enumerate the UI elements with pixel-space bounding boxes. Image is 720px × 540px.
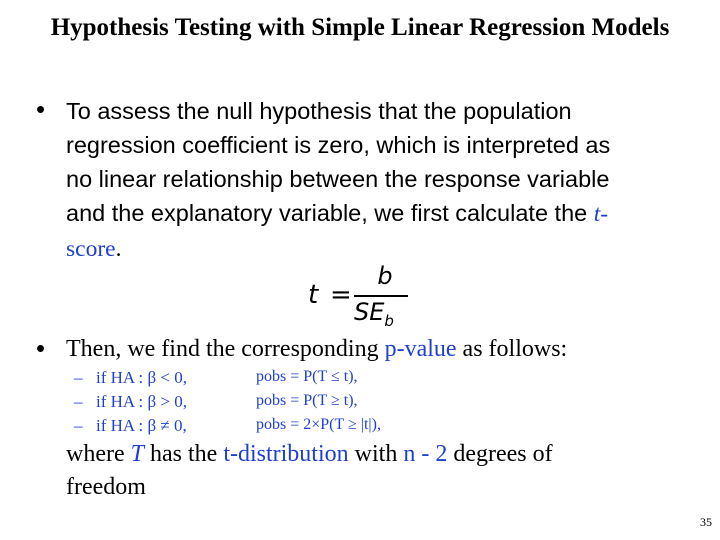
n-minus-2-term: n - 2	[403, 441, 448, 467]
bullet-1-line: To assess the null hypothesis that the population	[66, 98, 572, 124]
bullet-1-line	[66, 196, 666, 231]
formula-denominator	[354, 298, 414, 330]
case-pvalue: pobs = P(T ≥ t),	[256, 392, 358, 409]
bullet-dot: •	[36, 94, 46, 124]
bullet-dot: •	[36, 333, 46, 363]
T-symbol: T	[130, 441, 144, 467]
where-text: with	[348, 441, 404, 467]
where-text: degrees of	[447, 441, 553, 467]
formula-numerator: b	[377, 262, 393, 290]
bullet-1-line	[66, 231, 666, 266]
case-condition: if HA : β < 0,	[96, 368, 187, 387]
bullet-1-line-text: and the explanatory variable, we first calculate the	[66, 200, 594, 226]
case-pvalue: pobs = 2×P(T ≥ |t|),	[256, 416, 381, 433]
t-score-term: t-	[593, 201, 609, 227]
where-text: where	[66, 441, 131, 467]
where-line: freedom	[66, 474, 146, 500]
bullet-1-line: no linear relationship between the response variable	[66, 166, 610, 192]
sub-bullet-dash: –	[74, 416, 83, 435]
t-distribution-term: t-distribution	[223, 441, 349, 467]
fraction-bar	[354, 295, 408, 297]
p-value-term: p-value	[384, 336, 457, 362]
case-pvalue: pobs = P(T ≤ t),	[256, 368, 358, 385]
case-condition: if HA : β > 0,	[96, 392, 187, 411]
denominator-subscript: b	[384, 311, 394, 330]
case-condition: if HA : β ≠ 0,	[96, 416, 187, 435]
formula-equals: =	[330, 280, 352, 310]
bullet-1-line: regression coefficient is zero, which is interpreted as	[66, 132, 611, 158]
sub-bullet-dash: –	[74, 368, 83, 387]
bullet-2-text	[66, 332, 666, 366]
t-score-term: score	[66, 236, 116, 262]
slide-title: Hypothesis Testing with Simple Linear Regression Models	[50, 14, 670, 41]
t-formula	[308, 262, 418, 332]
sub-bullet-dash: –	[74, 392, 83, 411]
formula-lhs: t	[308, 280, 319, 310]
bullet-2-suffix: as follows:	[456, 336, 568, 362]
bullet-1-text	[66, 94, 666, 266]
denominator-main: SE	[354, 298, 385, 326]
where-clause	[66, 438, 666, 504]
bullet-2-prefix: Then, we find the corresponding	[66, 336, 385, 362]
where-line	[66, 438, 666, 471]
page-number: 35	[700, 515, 712, 529]
period: .	[115, 236, 122, 262]
where-text: has the	[144, 441, 224, 467]
